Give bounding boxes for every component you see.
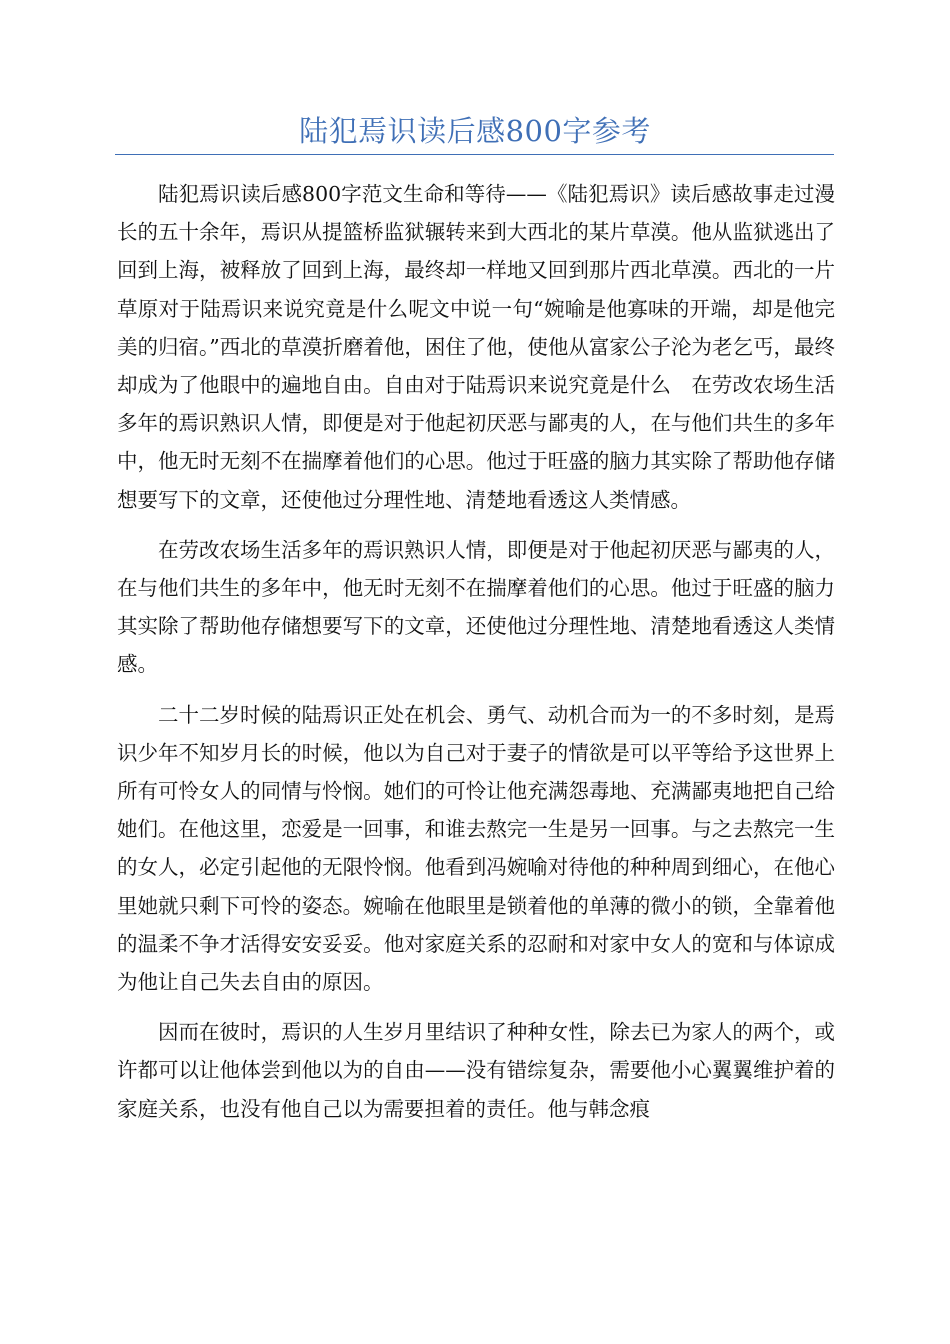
paragraph-2: 在劳改农场生活多年的焉识熟识人情，即便是对于他起初厌恶与鄙夷的人，在与他们共生的多年中，他无时无刻不在揣摩着他们的心思。他过于旺盛的脑力其实除了帮助他存储想要写下的文章，还使他过分理性地、清楚地看透这人类情感。 xyxy=(117,537,835,677)
document-title: 陆犯焉识读后感800字参考 xyxy=(299,114,651,148)
paragraph-1: 陆犯焉识读后感800字范文生命和等待——《陆犯焉识》读后感故事走过漫长的五十余年，焉识从提篮桥监狱辗转来到大西北的某片草漠。他从监狱逃出了回到上海，被释放了回到上海，最终却一样地又回到那片西北草漠。西北的一片草原对于陆焉识来说究竟是什么呢文中说一句“婉喻是他寡味的开端，却是他完美的归宿。”西北的草漠折磨着他，困住了他，使他从富家公子沦为老乞丐，最终却成为了他眼中的遍地自由。自由对于陆焉识来说究竟是什么 在劳改农场生活多年的焉识熟识人情，即便是对于他起初厌恶与鄙夷的人，在与他们共生的多年中，他无时无刻不在揣摩着他们的心思。他过于旺盛的脑力其实除了帮助他存储想要写下的文章，还使他过分理性地、清楚地看透这人类情感。 xyxy=(117,182,835,512)
paragraph-4: 因而在彼时，焉识的人生岁月里结识了种种女性，除去已为家人的两个，或许都可以让他体尝到他以为的自由——没有错综复杂，需要他小心翼翼维护着的家庭关系，也没有他自己以为需要担着的责任。他与韩念痕 xyxy=(117,1020,835,1121)
paragraph-3: 二十二岁时候的陆焉识正处在机会、勇气、动机合而为一的不多时刻，是焉识少年不知岁月长的时候，他以为自己对于妻子的情欲是可以平等给予这世界上所有可怜女人的同情与怜悯。她们的可怜让他充满怨毒地、充满鄙夷地把自己给她们。在他这里，恋爱是一回事，和谁去熬完一生是另一回事。与之去熬完一生的女人，必定引起他的无限怜悯。他看到冯婉喻对待他的种种周到细心，在他心里她就只剩下可怜的姿态。婉喻在他眼里是锁着他的单薄的微小的锁，全靠着他的温柔不争才活得安安妥妥。他对家庭关系的忍耐和对家中女人的宽和与体谅成为他让自己失去自由的原因。 xyxy=(117,702,835,995)
title-underline xyxy=(115,154,834,155)
document-body xyxy=(117,175,835,1140)
